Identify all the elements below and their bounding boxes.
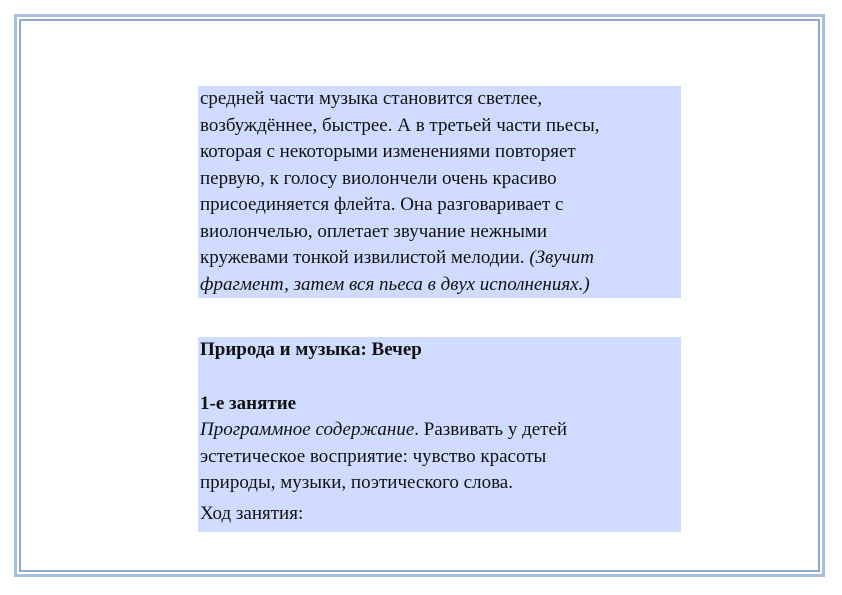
stage-direction-text: фрагмент, затем вся пьеса в двух исполнениях.) (200, 273, 590, 295)
stage-direction-text: (Звучит (529, 247, 595, 268)
paragraph-line: первую, к голосу виолончели очень красиво (200, 167, 557, 189)
paragraph-text: кружевами тонкой извилистой мелодии. (200, 247, 530, 268)
paragraph-line: средней части музыка становится светлее, (200, 88, 543, 109)
paragraph-line: которая с некоторыми изменениями повторяет (200, 141, 576, 162)
paragraph-line: виолончелью, оплетает звучание нежными (200, 220, 548, 242)
text-block-music-description (198, 86, 681, 298)
program-line: эстетическое восприятие: чувство красоты (200, 445, 547, 467)
lesson-heading: 1-е занятие (200, 392, 297, 414)
paragraph-line: присоединяется флейта. Она разговаривает с (200, 194, 564, 215)
program-line: природы, музыки, поэтического слова. (200, 472, 513, 493)
program-label: Программное содержание (200, 419, 415, 440)
paragraph-line-mixed (200, 245, 679, 272)
spacer (200, 364, 679, 391)
program-line (200, 417, 679, 444)
lesson-course-heading: Ход занятия: (200, 502, 304, 524)
text-block-lesson (198, 337, 681, 532)
section-title: Природа и музыка: Вечер (200, 339, 422, 360)
program-text: . Развивать у детей (414, 419, 568, 440)
paragraph-line: возбуждённее, быстрее. А в третьей части пьесы, (200, 114, 600, 136)
